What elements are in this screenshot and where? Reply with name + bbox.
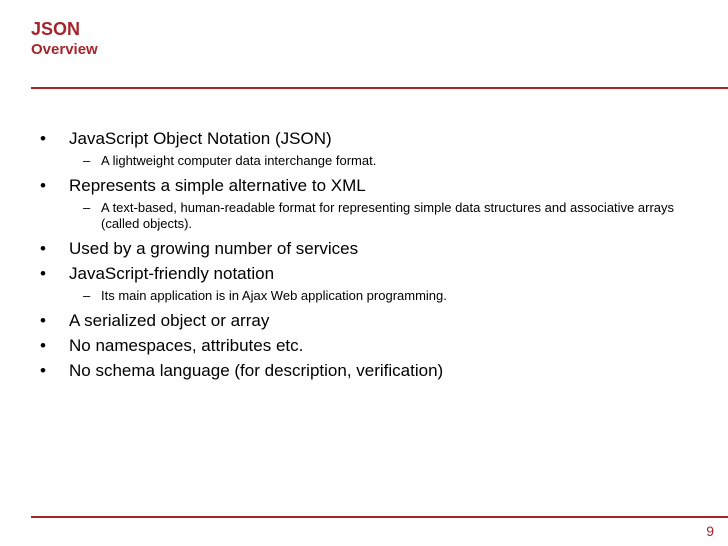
bullet-item	[31, 310, 691, 332]
bullet-item	[31, 128, 691, 150]
slide-subtitle: Overview	[31, 41, 98, 58]
bullet-list	[31, 128, 691, 385]
bullet-dot-icon: •	[40, 264, 46, 283]
bullet-text: Used by a growing number of services	[69, 239, 359, 258]
bullet-text: Represents a simple alternative to XML	[69, 176, 366, 195]
bullet-text: JavaScript-friendly notation	[69, 264, 275, 283]
sub-bullet-item	[31, 200, 691, 232]
bullet-item	[31, 238, 691, 260]
bullet-item	[31, 175, 691, 197]
bullet-text: No namespaces, attributes etc.	[69, 336, 304, 355]
bullet-text: No schema language (for description, verification)	[69, 361, 444, 380]
dash-icon: –	[83, 200, 91, 215]
bullet-dot-icon: •	[40, 129, 46, 148]
bullet-dot-icon: •	[40, 239, 46, 258]
title-block	[31, 18, 98, 60]
bullet-text: A serialized object or array	[69, 311, 270, 330]
dash-icon: –	[83, 288, 91, 303]
footer-divider	[31, 516, 728, 518]
bullet-text: JavaScript Object Notation (JSON)	[69, 129, 332, 148]
bullet-dot-icon: •	[40, 311, 46, 330]
slide-title: JSON	[31, 19, 81, 39]
bullet-item	[31, 263, 691, 285]
bullet-dot-icon: •	[40, 361, 46, 380]
sub-bullet-text: Its main application is in Ajax Web application programming.	[101, 288, 447, 303]
sub-bullet-item	[31, 288, 691, 304]
page-number: 9	[706, 523, 714, 539]
sub-bullet-text: A text-based, human-readable format for representing simple data structures and associative arrays (called objects).	[101, 200, 675, 231]
title-divider	[31, 87, 728, 89]
sub-bullet-item	[31, 153, 691, 169]
bullet-item	[31, 335, 691, 357]
dash-icon: –	[83, 153, 91, 168]
bullet-item	[31, 360, 691, 382]
bullet-dot-icon: •	[40, 176, 46, 195]
bullet-dot-icon: •	[40, 336, 46, 355]
sub-bullet-text: A lightweight computer data interchange format.	[101, 153, 377, 168]
